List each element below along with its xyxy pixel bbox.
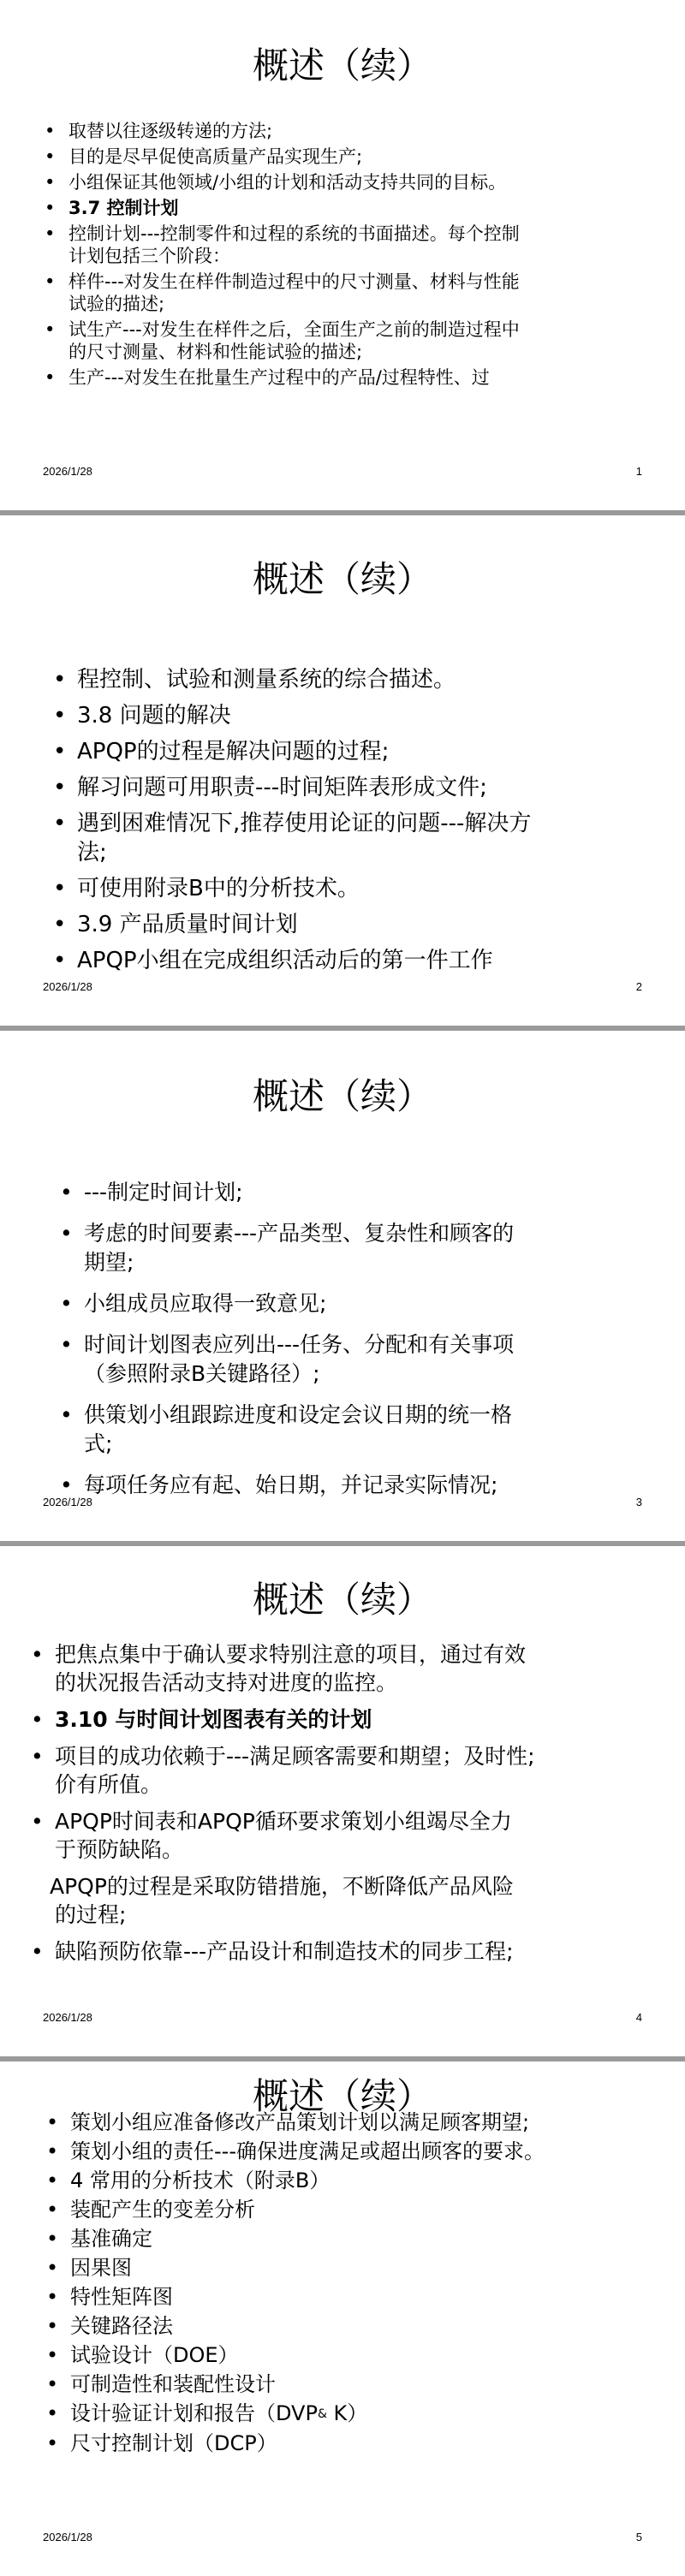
list-item: • 因果图 [46,2256,132,2280]
bullet-list [51,665,531,982]
slide-number: 3 [635,1496,642,1508]
list-item: • 特性矩阵图 [46,2285,173,2309]
ampersand: & [317,2407,327,2421]
list-item: • 取替以往逐级转递的方法; [45,121,273,141]
list-item: • 遇到困难情况下,推荐使用论证的问题---解决方 [53,811,532,836]
list-item: • 试生产---对发生在样件之后，全面生产之前的制造过程中 [45,319,520,340]
slide-2 [0,515,685,1026]
list-item: • 基准确定 [46,2227,152,2251]
list-item: • 供策划小组跟踪进度和设定会议日期的统一格 [60,1402,513,1427]
list-item: • 装配产生的变差分析 [46,2198,255,2222]
slide-title: 概述（续） [252,1075,432,1117]
list-item: • 项目的成功依赖于---满足顾客需要和期望；及时性; [31,1744,535,1769]
list-item: • APQP时间表和APQP循环要求策划小组竭尽全力 [31,1809,512,1834]
list-item: • 小组成员应取得一致意见; [60,1291,327,1316]
list-item-cont: 期望; [84,1250,134,1275]
list-item: • 关键路径法 [46,2314,173,2338]
bullet-list [58,1178,514,1512]
slide-date: 2026/1/28 [43,1496,92,1508]
list-item: • 4 常用的分析技术（附录B） [46,2168,331,2192]
slide-date: 2026/1/28 [43,2011,92,2024]
slide-1 [0,0,685,510]
slide-title: 概述（续） [252,45,432,86]
list-item: • 解习问题可用职责---时间矩阵表形成文件; [53,775,487,800]
slide-title: 概述（续） [252,1579,432,1621]
list-item-cont: 计划包括三个阶段： [68,246,230,266]
slide-title: 概述（续） [252,2075,432,2117]
list-item-cont: 于预防缺陷。 [55,1837,184,1862]
list-item: • 3.7 控制计划 [45,198,179,218]
list-item: • 3.9 产品质量时间计划 [53,912,298,937]
slide-3 [0,1031,685,1541]
list-item-cont: 的状况报告活动支持对进度的监控。 [55,1670,398,1695]
bullet-list [29,1640,535,1974]
bullet-list [45,2109,545,2460]
list-item: • 每项任务应有起、始日期，并记录实际情况; [60,1472,498,1497]
list-item: • 可使用附录B中的分析技术。 [53,876,360,901]
list-item-cont: 法; [77,840,107,866]
list-item: • 生产---对发生在批量生产过程中的产品/过程特性、过 [45,367,490,388]
list-item: • ---制定时间计划; [60,1180,243,1205]
list-item: • 缺陷预防依靠---产品设计和制造技术的同步工程; [31,1939,514,1964]
list-item: • 控制计划---控制零件和过程的系统的书面描述。每个控制 [45,223,520,244]
list-item: • 尺寸控制计划（DCP） [46,2431,277,2455]
list-item: • 把焦点集中于确认要求特别注意的项目，通过有效 [31,1642,527,1667]
slide-number: 4 [635,2011,642,2024]
list-item: • 策划小组的责任---确保进度满足或超出顾客的要求。 [46,2139,545,2163]
slide-number: 5 [635,2531,642,2543]
list-item: • 目的是尽早促使高质量产品实现生产; [45,146,363,167]
list-item: • 3.8 问题的解决 [53,703,231,729]
list-item: • 程控制、试验和测量系统的综合描述。 [53,667,456,693]
list-item: • 设计验证计划和报告（DVP& K） [46,2401,368,2425]
bullet-list [43,120,520,392]
list-item-cont: 价有所值。 [55,1772,163,1797]
list-item-cont: 试验的描述; [68,294,165,314]
list-item: • 样件---对发生在样件制造过程中的尺寸测量、材料与性能 [45,271,520,292]
slide-number: 1 [635,465,642,478]
list-item-cont: （参照附录B关键路径）; [84,1361,320,1386]
list-item-cont: 式; [84,1431,113,1456]
slide-date: 2026/1/28 [43,2531,92,2543]
slide-date: 2026/1/28 [43,980,92,993]
list-item: • APQP小组在完成组织活动后的第一件工作 [53,948,493,973]
list-item: • 策划小组应准备修改产品策划计划以满足顾客期望; [46,2110,530,2134]
slide-title: 概述（续） [252,558,432,600]
list-item: • 试验设计（DOE） [46,2343,239,2367]
list-item-cont: 的尺寸测量、材料和性能试验的描述; [68,342,363,362]
slide-number: 2 [635,980,642,993]
slide-date: 2026/1/28 [43,465,92,478]
list-item: • 可制造性和装配性设计 [46,2372,276,2396]
slide-5 [0,2061,685,2576]
list-item: • 小组保证其他领域/小组的计划和活动支持共同的目标。 [45,172,507,193]
slide-4 [0,1546,685,2056]
list-item: • 3.10 与时间计划图表有关的计划 [31,1707,372,1732]
list-item: • APQP的过程是解决问题的过程; [53,739,390,764]
list-item-cont: 的过程; [55,1902,127,1927]
list-item: • 考虑的时间要素---产品类型、复杂性和顾客的 [60,1221,515,1246]
list-item-plain: APQP的过程是采取防错措施，不断降低产品风险 [50,1874,514,1899]
list-item: • 时间计划图表应列出---任务、分配和有关事项 [60,1332,515,1357]
